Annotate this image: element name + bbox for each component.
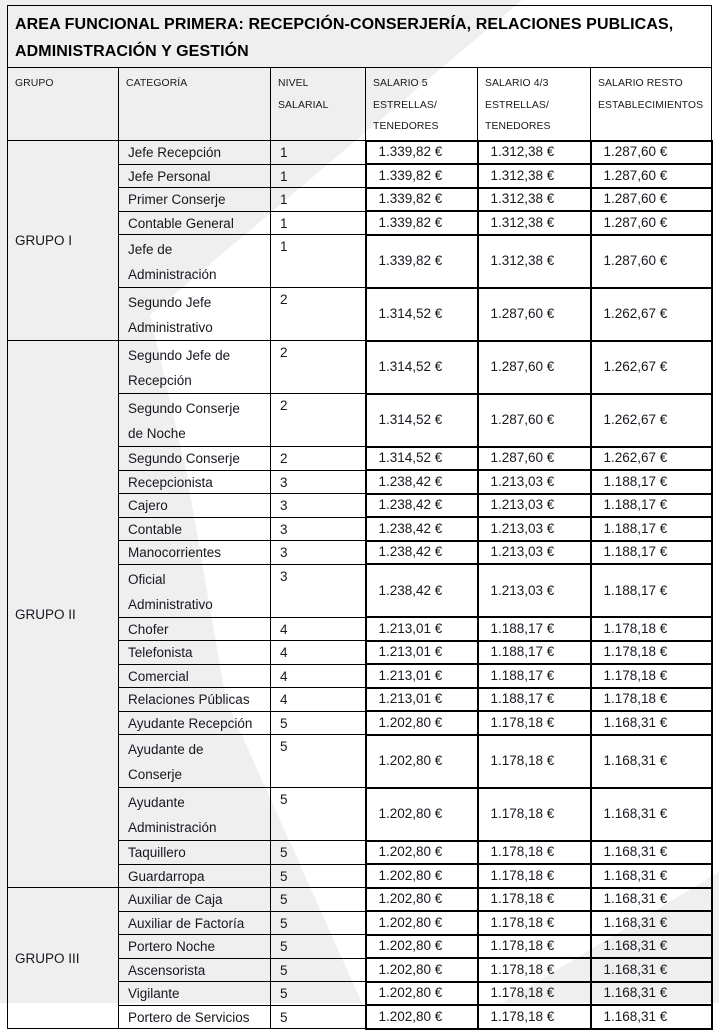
salario-4-3-estrellas-cell: 1.312,38 €: [478, 141, 591, 165]
column-header-line: CATEGORÍA: [126, 78, 188, 89]
category-cell: [119, 735, 271, 788]
nivel-salarial-cell: 1: [271, 141, 366, 165]
category-line: Ayudante Recepción: [128, 715, 253, 731]
salario-5-estrellas-cell: 1.202,80 €: [366, 958, 478, 982]
salario-4-3-estrellas-cell: 1.178,18 €: [478, 864, 591, 888]
nivel-salarial-cell: 5: [271, 735, 366, 788]
salario-resto-establecimientos-cell: 1.168,31 €: [591, 735, 712, 788]
salario-resto-establecimientos-cell: 1.287,60 €: [591, 164, 712, 188]
salario-5-estrellas-cell: 1.202,80 €: [366, 841, 478, 865]
salario-4-3-estrellas-cell: 1.178,18 €: [478, 958, 591, 982]
group-label-cell: GRUPO I: [8, 141, 119, 341]
salario-5-estrellas-cell: 1.202,80 €: [366, 935, 478, 959]
salario-resto-establecimientos-cell: 1.168,31 €: [591, 864, 712, 888]
salario-resto-establecimientos-cell: 1.168,31 €: [591, 788, 712, 841]
nivel-salarial-cell: 2: [271, 288, 366, 341]
salario-4-3-estrellas-cell: 1.178,18 €: [478, 1005, 591, 1029]
category-cell: [119, 341, 271, 394]
salario-resto-establecimientos-cell: 1.262,67 €: [591, 447, 712, 471]
salario-resto-establecimientos-cell: 1.178,18 €: [591, 688, 712, 712]
salary-table-body: [8, 6, 712, 1029]
category-cell: [119, 788, 271, 841]
salario-4-3-estrellas-cell: 1.188,17 €: [478, 641, 591, 665]
salario-resto-establecimientos-cell: 1.168,31 €: [591, 841, 712, 865]
salario-5-estrellas-cell: 1.238,42 €: [366, 517, 478, 541]
column-header-1: [8, 68, 119, 141]
salario-4-3-estrellas-cell: 1.213,03 €: [478, 564, 591, 617]
column-header-line: ESTRELLAS/: [485, 99, 549, 111]
salario-resto-establecimientos-cell: 1.262,67 €: [591, 288, 712, 341]
salario-5-estrellas-cell: 1.314,52 €: [366, 341, 478, 394]
salario-4-3-estrellas-cell: 1.178,18 €: [478, 935, 591, 959]
category-line: Segundo Jefe de: [128, 348, 231, 363]
salario-4-3-estrellas-cell: 1.213,03 €: [478, 541, 591, 565]
category-cell: [119, 841, 271, 865]
category-cell: [119, 211, 271, 235]
page-title: [8, 6, 712, 68]
category-line: Chofer: [128, 621, 169, 637]
salario-5-estrellas-cell: 1.202,80 €: [366, 982, 478, 1006]
nivel-salarial-cell: 1: [271, 164, 366, 188]
salario-4-3-estrellas-cell: 1.178,18 €: [478, 982, 591, 1006]
salario-5-estrellas-cell: 1.238,42 €: [366, 541, 478, 565]
salario-5-estrellas-cell: 1.238,42 €: [366, 470, 478, 494]
title-row: [8, 6, 712, 68]
salario-5-estrellas-cell: 1.202,80 €: [366, 864, 478, 888]
salario-4-3-estrellas-cell: 1.287,60 €: [478, 341, 591, 394]
category-line: Cajero: [128, 498, 168, 513]
salario-resto-establecimientos-cell: 1.188,17 €: [591, 494, 712, 518]
category-cell: [119, 935, 271, 959]
salario-resto-establecimientos-cell: 1.188,17 €: [591, 517, 712, 541]
nivel-salarial-cell: 4: [271, 641, 366, 665]
category-line: Segundo Conserje: [128, 451, 240, 466]
salario-resto-establecimientos-cell: 1.188,17 €: [591, 541, 712, 565]
category-cell: [119, 470, 271, 494]
column-header-line: SALARIO RESTO: [598, 78, 683, 89]
category-line: Recepcionista: [128, 474, 213, 490]
salario-resto-establecimientos-cell: 1.168,31 €: [591, 911, 712, 935]
nivel-salarial-cell: 5: [271, 935, 366, 959]
salario-4-3-estrellas-cell: 1.287,60 €: [478, 288, 591, 341]
salario-5-estrellas-cell: 1.202,80 €: [366, 711, 478, 735]
salario-4-3-estrellas-cell: 1.213,03 €: [478, 470, 591, 494]
category-line: Portero Noche: [128, 939, 216, 954]
category-cell: [119, 641, 271, 665]
column-header-line: SALARIO 4/3: [485, 78, 549, 89]
category-cell: [119, 617, 271, 641]
salario-5-estrellas-cell: 1.238,42 €: [366, 494, 478, 518]
category-line: Administrativo: [128, 596, 213, 612]
salary-table: [7, 5, 713, 1030]
category-cell: [119, 911, 271, 935]
category-line: Administración: [128, 267, 217, 282]
category-line: Oficial: [128, 571, 166, 587]
nivel-salarial-cell: 2: [271, 447, 366, 471]
salario-5-estrellas-cell: 1.213,01 €: [366, 688, 478, 712]
nivel-salarial-cell: 5: [271, 958, 366, 982]
column-header-line: SALARIAL: [278, 99, 329, 111]
salario-4-3-estrellas-cell: 1.178,18 €: [478, 711, 591, 735]
salario-5-estrellas-cell: 1.213,01 €: [366, 617, 478, 641]
salario-4-3-estrellas-cell: 1.213,03 €: [478, 517, 591, 541]
nivel-salarial-cell: 3: [271, 470, 366, 494]
salario-resto-establecimientos-cell: 1.262,67 €: [591, 394, 712, 447]
nivel-salarial-cell: 5: [271, 864, 366, 888]
column-header-line: GRUPO: [15, 78, 54, 89]
category-line: Ayudante: [128, 795, 185, 810]
salario-5-estrellas-cell: 1.314,52 €: [366, 394, 478, 447]
salario-resto-establecimientos-cell: 1.287,60 €: [591, 235, 712, 288]
salario-resto-establecimientos-cell: 1.178,18 €: [591, 617, 712, 641]
salario-4-3-estrellas-cell: 1.188,17 €: [478, 664, 591, 688]
salario-resto-establecimientos-cell: 1.287,60 €: [591, 188, 712, 212]
salario-resto-establecimientos-cell: 1.262,67 €: [591, 341, 712, 394]
nivel-salarial-cell: 3: [271, 517, 366, 541]
category-cell: [119, 141, 271, 165]
category-line: Segundo Conserje: [128, 401, 240, 416]
category-line: Jefe de: [128, 242, 173, 257]
salario-5-estrellas-cell: 1.339,82 €: [366, 211, 478, 235]
category-line: Guardarropa: [128, 868, 205, 884]
nivel-salarial-cell: 5: [271, 888, 366, 912]
category-cell: [119, 664, 271, 688]
category-cell: [119, 164, 271, 188]
salario-resto-establecimientos-cell: 1.287,60 €: [591, 141, 712, 165]
salario-4-3-estrellas-cell: 1.312,38 €: [478, 164, 591, 188]
category-line: Ayudante de: [128, 742, 204, 757]
salario-5-estrellas-cell: 1.213,01 €: [366, 664, 478, 688]
salario-resto-establecimientos-cell: 1.168,31 €: [591, 982, 712, 1006]
page-title-line-1: AREA FUNCIONAL PRIMERA: RECEPCIÓN-CONSERJERÍA, RELACIONES PUBLICAS,: [15, 16, 674, 33]
salario-4-3-estrellas-cell: 1.287,60 €: [478, 447, 591, 471]
salario-resto-establecimientos-cell: 1.178,18 €: [591, 664, 712, 688]
category-line: Conserje: [128, 767, 183, 782]
category-cell: [119, 394, 271, 447]
salario-4-3-estrellas-cell: 1.178,18 €: [478, 788, 591, 841]
category-line: Telefonista: [128, 645, 193, 660]
nivel-salarial-cell: 3: [271, 564, 366, 617]
category-cell: [119, 494, 271, 518]
nivel-salarial-cell: 2: [271, 394, 366, 447]
salario-5-estrellas-cell: 1.339,82 €: [366, 141, 478, 165]
table-row: [8, 888, 712, 912]
nivel-salarial-cell: 4: [271, 617, 366, 641]
category-line: Primer Conserje: [128, 192, 226, 207]
salario-4-3-estrellas-cell: 1.178,18 €: [478, 911, 591, 935]
category-line: Manocorrientes: [128, 545, 222, 560]
category-cell: [119, 958, 271, 982]
salario-5-estrellas-cell: 1.238,42 €: [366, 564, 478, 617]
salario-5-estrellas-cell: 1.202,80 €: [366, 911, 478, 935]
category-line: Portero de Servicios: [128, 1009, 250, 1025]
table-row: [8, 341, 712, 394]
salario-resto-establecimientos-cell: 1.188,17 €: [591, 470, 712, 494]
category-line: Taquillero: [128, 845, 186, 860]
category-cell: [119, 188, 271, 212]
page-title-line-2: ADMINISTRACIÓN Y GESTIÓN: [15, 43, 249, 60]
salario-5-estrellas-cell: 1.202,80 €: [366, 735, 478, 788]
header-row: [8, 68, 712, 141]
salario-5-estrellas-cell: 1.202,80 €: [366, 888, 478, 912]
salario-5-estrellas-cell: 1.202,80 €: [366, 1005, 478, 1029]
salario-4-3-estrellas-cell: 1.287,60 €: [478, 394, 591, 447]
category-cell: [119, 864, 271, 888]
salario-4-3-estrellas-cell: 1.178,18 €: [478, 735, 591, 788]
nivel-salarial-cell: 1: [271, 235, 366, 288]
salario-5-estrellas-cell: 1.339,82 €: [366, 235, 478, 288]
nivel-salarial-cell: 5: [271, 982, 366, 1006]
salario-resto-establecimientos-cell: 1.188,17 €: [591, 564, 712, 617]
category-line: Jefe Personal: [128, 168, 211, 184]
category-cell: [119, 982, 271, 1006]
salario-5-estrellas-cell: 1.339,82 €: [366, 188, 478, 212]
category-line: Relaciones Públicas: [128, 692, 250, 707]
table-row: [8, 141, 712, 165]
salario-4-3-estrellas-cell: 1.312,38 €: [478, 211, 591, 235]
salario-5-estrellas-cell: 1.314,52 €: [366, 288, 478, 341]
salario-resto-establecimientos-cell: 1.168,31 €: [591, 935, 712, 959]
category-cell: [119, 541, 271, 565]
salario-5-estrellas-cell: 1.213,01 €: [366, 641, 478, 665]
category-cell: [119, 447, 271, 471]
nivel-salarial-cell: 3: [271, 494, 366, 518]
nivel-salarial-cell: 1: [271, 211, 366, 235]
salario-resto-establecimientos-cell: 1.168,31 €: [591, 958, 712, 982]
column-header-line: TENEDORES: [485, 121, 551, 132]
group-label-cell: GRUPO II: [8, 341, 119, 888]
nivel-salarial-cell: 5: [271, 788, 366, 841]
salario-4-3-estrellas-cell: 1.312,38 €: [478, 188, 591, 212]
nivel-salarial-cell: 5: [271, 841, 366, 865]
column-header-line: TENEDORES: [373, 121, 439, 132]
category-line: Recepción: [128, 373, 192, 388]
category-line: Auxiliar de Caja: [128, 892, 223, 907]
salario-resto-establecimientos-cell: 1.168,31 €: [591, 711, 712, 735]
salario-4-3-estrellas-cell: 1.178,18 €: [478, 888, 591, 912]
category-cell: [119, 688, 271, 712]
category-cell: [119, 1005, 271, 1029]
category-line: Contable: [128, 521, 183, 537]
salario-4-3-estrellas-cell: 1.312,38 €: [478, 235, 591, 288]
nivel-salarial-cell: 4: [271, 688, 366, 712]
column-header-3: [271, 68, 366, 141]
column-header-2: [119, 68, 271, 141]
category-line: Administración: [128, 820, 217, 835]
nivel-salarial-cell: 5: [271, 1005, 366, 1029]
column-header-4: [366, 68, 478, 141]
category-line: Jefe Recepción: [128, 145, 222, 160]
column-header-line: ESTABLECIMIENTOS: [598, 99, 704, 111]
category-line: Administrativo: [128, 320, 213, 335]
column-header-6: [591, 68, 712, 141]
category-line: de Noche: [128, 426, 186, 441]
category-cell: [119, 235, 271, 288]
category-cell: [119, 888, 271, 912]
category-line: Comercial: [128, 668, 189, 684]
category-cell: [119, 288, 271, 341]
nivel-salarial-cell: 2: [271, 341, 366, 394]
category-cell: [119, 711, 271, 735]
salario-resto-establecimientos-cell: 1.168,31 €: [591, 888, 712, 912]
salario-5-estrellas-cell: 1.314,52 €: [366, 447, 478, 471]
salario-resto-establecimientos-cell: 1.168,31 €: [591, 1005, 712, 1029]
salario-4-3-estrellas-cell: 1.188,17 €: [478, 688, 591, 712]
category-line: Vigilante: [128, 986, 180, 1001]
column-header-line: SALARIO 5: [373, 78, 428, 89]
column-header-line: NIVEL: [278, 78, 309, 89]
group-label-cell: GRUPO III: [8, 888, 119, 1029]
salario-resto-establecimientos-cell: 1.287,60 €: [591, 211, 712, 235]
salario-4-3-estrellas-cell: 1.188,17 €: [478, 617, 591, 641]
category-line: Ascensorista: [128, 962, 206, 978]
salario-4-3-estrellas-cell: 1.178,18 €: [478, 841, 591, 865]
nivel-salarial-cell: 1: [271, 188, 366, 212]
category-cell: [119, 564, 271, 617]
category-line: Auxiliar de Factoría: [128, 915, 245, 931]
category-cell: [119, 517, 271, 541]
column-header-line: ESTRELLAS/: [373, 99, 437, 111]
category-line: Contable General: [128, 215, 234, 231]
salario-4-3-estrellas-cell: 1.213,03 €: [478, 494, 591, 518]
nivel-salarial-cell: 3: [271, 541, 366, 565]
nivel-salarial-cell: 4: [271, 664, 366, 688]
column-header-5: [478, 68, 591, 141]
salario-5-estrellas-cell: 1.339,82 €: [366, 164, 478, 188]
nivel-salarial-cell: 5: [271, 711, 366, 735]
salario-5-estrellas-cell: 1.202,80 €: [366, 788, 478, 841]
salario-resto-establecimientos-cell: 1.178,18 €: [591, 641, 712, 665]
nivel-salarial-cell: 5: [271, 911, 366, 935]
category-line: Segundo Jefe: [128, 295, 212, 310]
